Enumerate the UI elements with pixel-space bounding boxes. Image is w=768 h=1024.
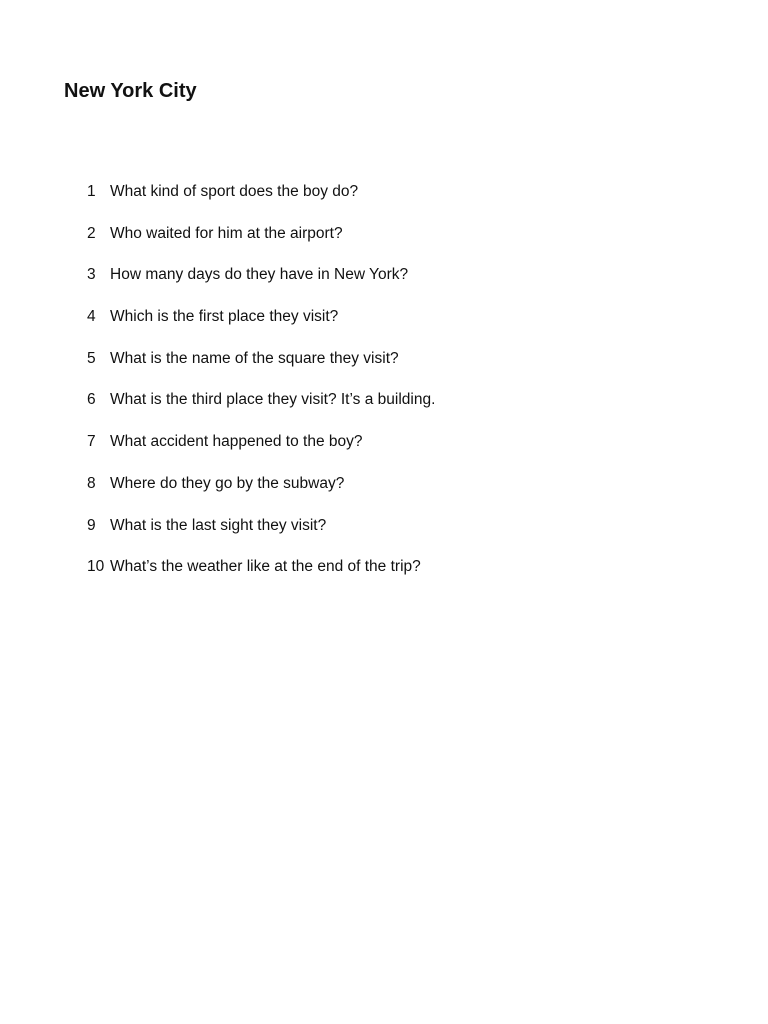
question-number: 10 — [87, 558, 105, 576]
question-item — [87, 472, 435, 514]
question-text: Where do they go by the subway? — [110, 474, 345, 492]
question-number: 1 — [87, 183, 96, 200]
question-number: 2 — [87, 224, 96, 242]
question-text: What’s the weather like at the end of the trip? — [110, 558, 421, 576]
question-text: How many days do they have in New York? — [110, 266, 409, 284]
question-number: 6 — [87, 391, 96, 409]
question-text: What is the name of the square they visit? — [110, 349, 399, 367]
question-number: 5 — [87, 349, 96, 367]
question-text: Who waited for him at the airport? — [110, 224, 343, 242]
question-text: Which is the first place they visit? — [110, 308, 339, 326]
question-number: 7 — [87, 433, 96, 451]
question-item — [87, 388, 435, 430]
document-title: New York City — [64, 80, 197, 102]
question-text: What is the third place they visit? It’s a building. — [110, 391, 436, 409]
question-number: 8 — [87, 474, 96, 492]
question-text: What is the last sight they visit? — [110, 516, 327, 534]
question-text: What accident happened to the boy? — [110, 433, 363, 451]
question-item — [87, 222, 435, 264]
question-item — [87, 305, 435, 347]
question-number: 9 — [87, 516, 96, 534]
question-item — [87, 263, 435, 305]
question-item — [87, 555, 435, 597]
question-number: 4 — [87, 308, 96, 326]
question-item — [87, 430, 435, 472]
question-item — [87, 514, 435, 556]
question-text: What kind of sport does the boy do? — [110, 183, 359, 200]
question-number: 3 — [87, 266, 96, 284]
question-list — [87, 180, 435, 597]
question-item — [87, 347, 435, 389]
question-item — [87, 180, 435, 222]
